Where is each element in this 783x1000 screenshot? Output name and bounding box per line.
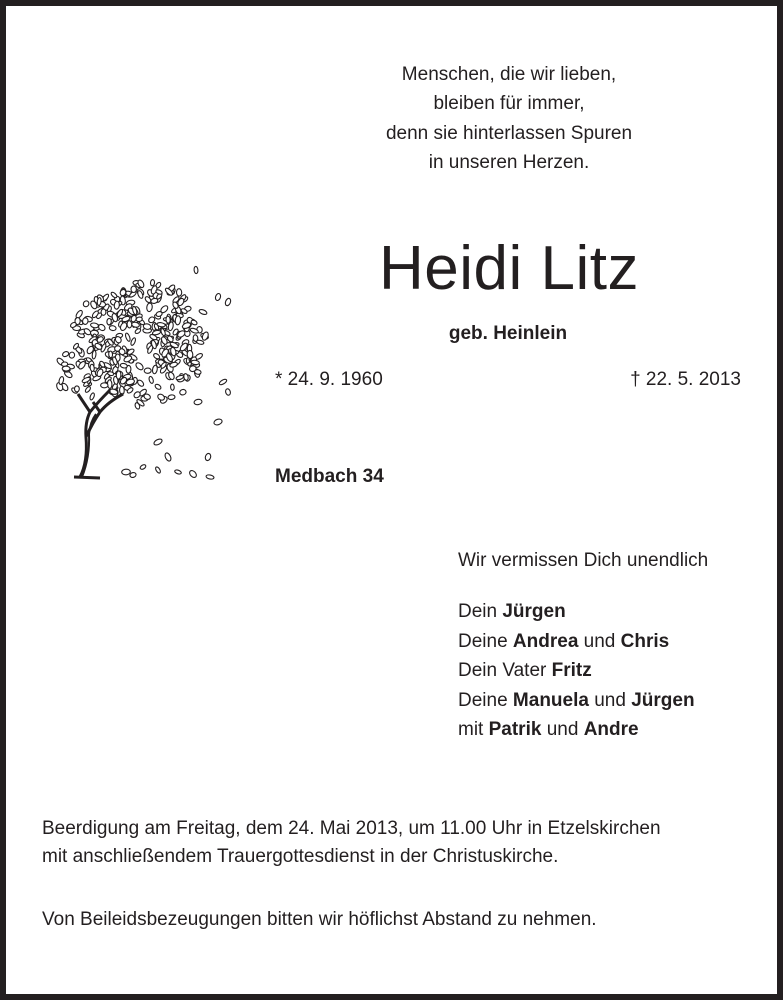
leaf-icon	[175, 316, 181, 325]
leaf-icon	[75, 386, 80, 392]
leaf-icon	[136, 317, 143, 323]
leaf-icon	[144, 368, 151, 374]
leaf-icon	[194, 399, 203, 406]
family-line	[458, 631, 669, 653]
leaf-icon	[82, 300, 90, 308]
birth-date: * 24. 9. 1960	[275, 369, 383, 390]
leaf-icon	[174, 469, 182, 475]
leaf-icon	[131, 286, 136, 292]
leaf-icon	[155, 289, 163, 295]
quote-line-2: bleiben für immer,	[433, 93, 585, 114]
leaf-icon	[101, 309, 106, 316]
leaf-icon	[155, 466, 162, 474]
tree-illustration	[38, 262, 238, 497]
leaf-icon	[170, 384, 174, 390]
leaf-icon	[89, 392, 95, 400]
leaf-icon	[90, 322, 99, 328]
closing-line: Wir vermissen Dich unendlich	[458, 550, 709, 571]
leaf-icon	[134, 328, 141, 335]
leaf-icon	[206, 474, 215, 480]
family-member-name: Chris	[620, 630, 670, 652]
leaf-icon	[92, 350, 97, 359]
leaf-icon	[168, 394, 176, 400]
leaf-icon	[150, 279, 155, 286]
quote-line-1: Menschen, die wir lieben,	[401, 64, 617, 85]
leaf-icon	[191, 360, 200, 365]
funeral-line-2: mit anschließendem Trauergottesdienst in der Christuskirche.	[42, 846, 559, 867]
leaf-icon	[62, 351, 70, 358]
deceased-name: Heidi Litz	[379, 234, 639, 303]
leaf-icon	[153, 438, 163, 446]
death-date: † 22. 5. 2013	[630, 369, 741, 390]
leaf-icon	[136, 379, 144, 387]
leaf-icon	[68, 351, 75, 358]
leaf-icon	[114, 301, 120, 310]
leaf-icon	[179, 389, 187, 396]
family-member-name: Fritz	[551, 660, 592, 681]
family-line	[458, 660, 592, 682]
leaf-icon	[201, 331, 209, 341]
leaf-icon	[154, 383, 162, 390]
quote-line-3: denn sie hinterlassen Spuren	[385, 123, 633, 144]
leaf-icon	[125, 333, 131, 342]
tree-trunk	[74, 390, 123, 478]
leaf-icon	[148, 376, 154, 384]
leaf-icon	[135, 361, 145, 371]
leaf-icon	[188, 469, 197, 479]
leaf-icon	[198, 309, 207, 316]
leaf-icon	[110, 291, 118, 298]
leaf-icon	[130, 337, 136, 346]
family-relation-text: Deine	[458, 630, 513, 652]
family-member-name: Jürgen	[631, 689, 695, 711]
leaf-icon	[107, 318, 112, 325]
family-relation-text: und	[578, 630, 621, 652]
leaf-icon	[108, 351, 112, 358]
leaf-icon	[122, 469, 131, 475]
leaf-icon	[97, 297, 102, 305]
leaf-icon	[153, 352, 161, 359]
leaf-icon	[109, 325, 117, 331]
family-line	[458, 601, 566, 623]
family-relation-text: mit	[458, 719, 489, 740]
leaf-icon	[120, 363, 128, 369]
leaf-icon	[219, 378, 228, 385]
leaf-icon	[139, 464, 146, 471]
leaf-icon	[224, 298, 231, 307]
funeral-line-1: Beerdigung am Freitag, dem 24. Mai 2013, um 11.00 Uhr in Etzelskirchen	[42, 818, 661, 839]
leaf-icon	[101, 383, 108, 388]
leaf-icon	[176, 289, 182, 297]
family-relation-text: und	[541, 719, 584, 740]
family-relation-text: Dein Vater	[458, 660, 552, 681]
family-member-name: Andre	[583, 719, 639, 740]
leaf-icon	[213, 418, 223, 426]
leaf-icon	[164, 452, 172, 462]
leaf-icon	[215, 293, 222, 301]
leaf-icon	[146, 303, 153, 312]
family-relation-text: Deine	[458, 689, 513, 711]
family-line	[458, 690, 695, 712]
quote-line-4: in unseren Herzen.	[428, 152, 590, 173]
leaf-icon	[62, 366, 70, 371]
leaf-icon	[225, 388, 231, 396]
family-relation-text: und	[588, 689, 632, 711]
condolence-note: Von Beileidsbezeugungen bitten wir höflichst Abstand zu nehmen.	[42, 909, 597, 930]
leaf-icon	[187, 350, 193, 358]
leaf-icon	[116, 371, 121, 379]
leaf-icon	[152, 365, 158, 374]
address: Medbach 34	[275, 466, 384, 487]
leaf-icon	[194, 266, 199, 274]
leaf-icon	[90, 364, 95, 372]
leaf-icon	[204, 453, 211, 461]
leaf-icon	[155, 311, 162, 318]
family-member-name: Patrik	[488, 719, 542, 740]
maiden-name: geb. Heinlein	[448, 323, 568, 344]
family-member-name: Jürgen	[502, 601, 566, 622]
family-member-name: Manuela	[512, 689, 589, 711]
leaf-icon	[127, 321, 132, 328]
family-line	[458, 719, 639, 741]
family-relation-text: Dein	[458, 601, 503, 622]
family-member-name: Andrea	[512, 630, 579, 652]
